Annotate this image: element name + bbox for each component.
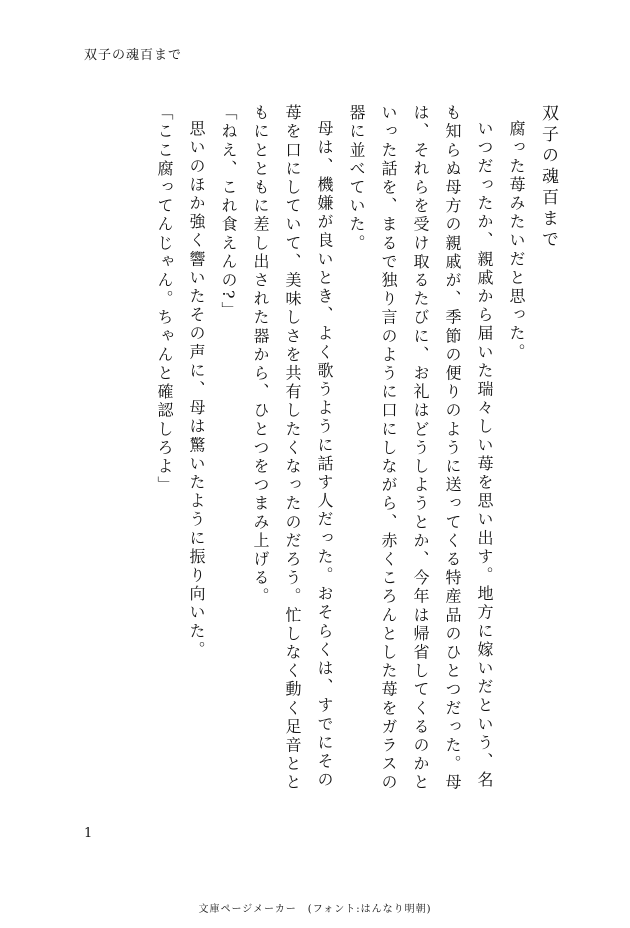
footer-credit: 文庫ページメーカー (フォント:はんなり明朝) (198, 904, 432, 915)
running-head: 双子の魂百まで (84, 48, 183, 63)
story-title: 双子の魂百まで (538, 104, 558, 251)
paragraph: 腐った苺みたいだと思った。 (507, 120, 526, 362)
paragraph: いつだったか、親戚から届いた瑞々しい苺を思い出す。地方に嫁いだという、名も知らぬ母方の親戚が、季節の便りのように送ってくる特産品のひとつだった。母は、それらを受け取るたびに、お礼はどうしようとか、今年は帰省してくるのかといった話を、まるで独り言のように口にしながら、赤くころんとした苺をガラスの器に並べていた。 (347, 104, 494, 793)
dialogue-line: 「ねえ、これ食えんの?」 (219, 104, 238, 320)
page-number: 1 (84, 826, 93, 841)
paragraph: 思いのほか強く響いたその声に、母は驚いたように振り向いた。 (187, 120, 206, 660)
paragraph: 母は、機嫌が良いとき、よく歌うように話す人だった。おそらくは、すでにその苺を口にしていて、美味しさを共有したくなったのだろう。忙しなく動く足音とともにとともに差し出された器から、ひとつをつまみ上げる。 (251, 104, 334, 793)
dialogue-line: 「ここ腐ってんじゃん。ちゃんと確認しろよ」 (155, 104, 174, 495)
body-text (84, 104, 564, 794)
